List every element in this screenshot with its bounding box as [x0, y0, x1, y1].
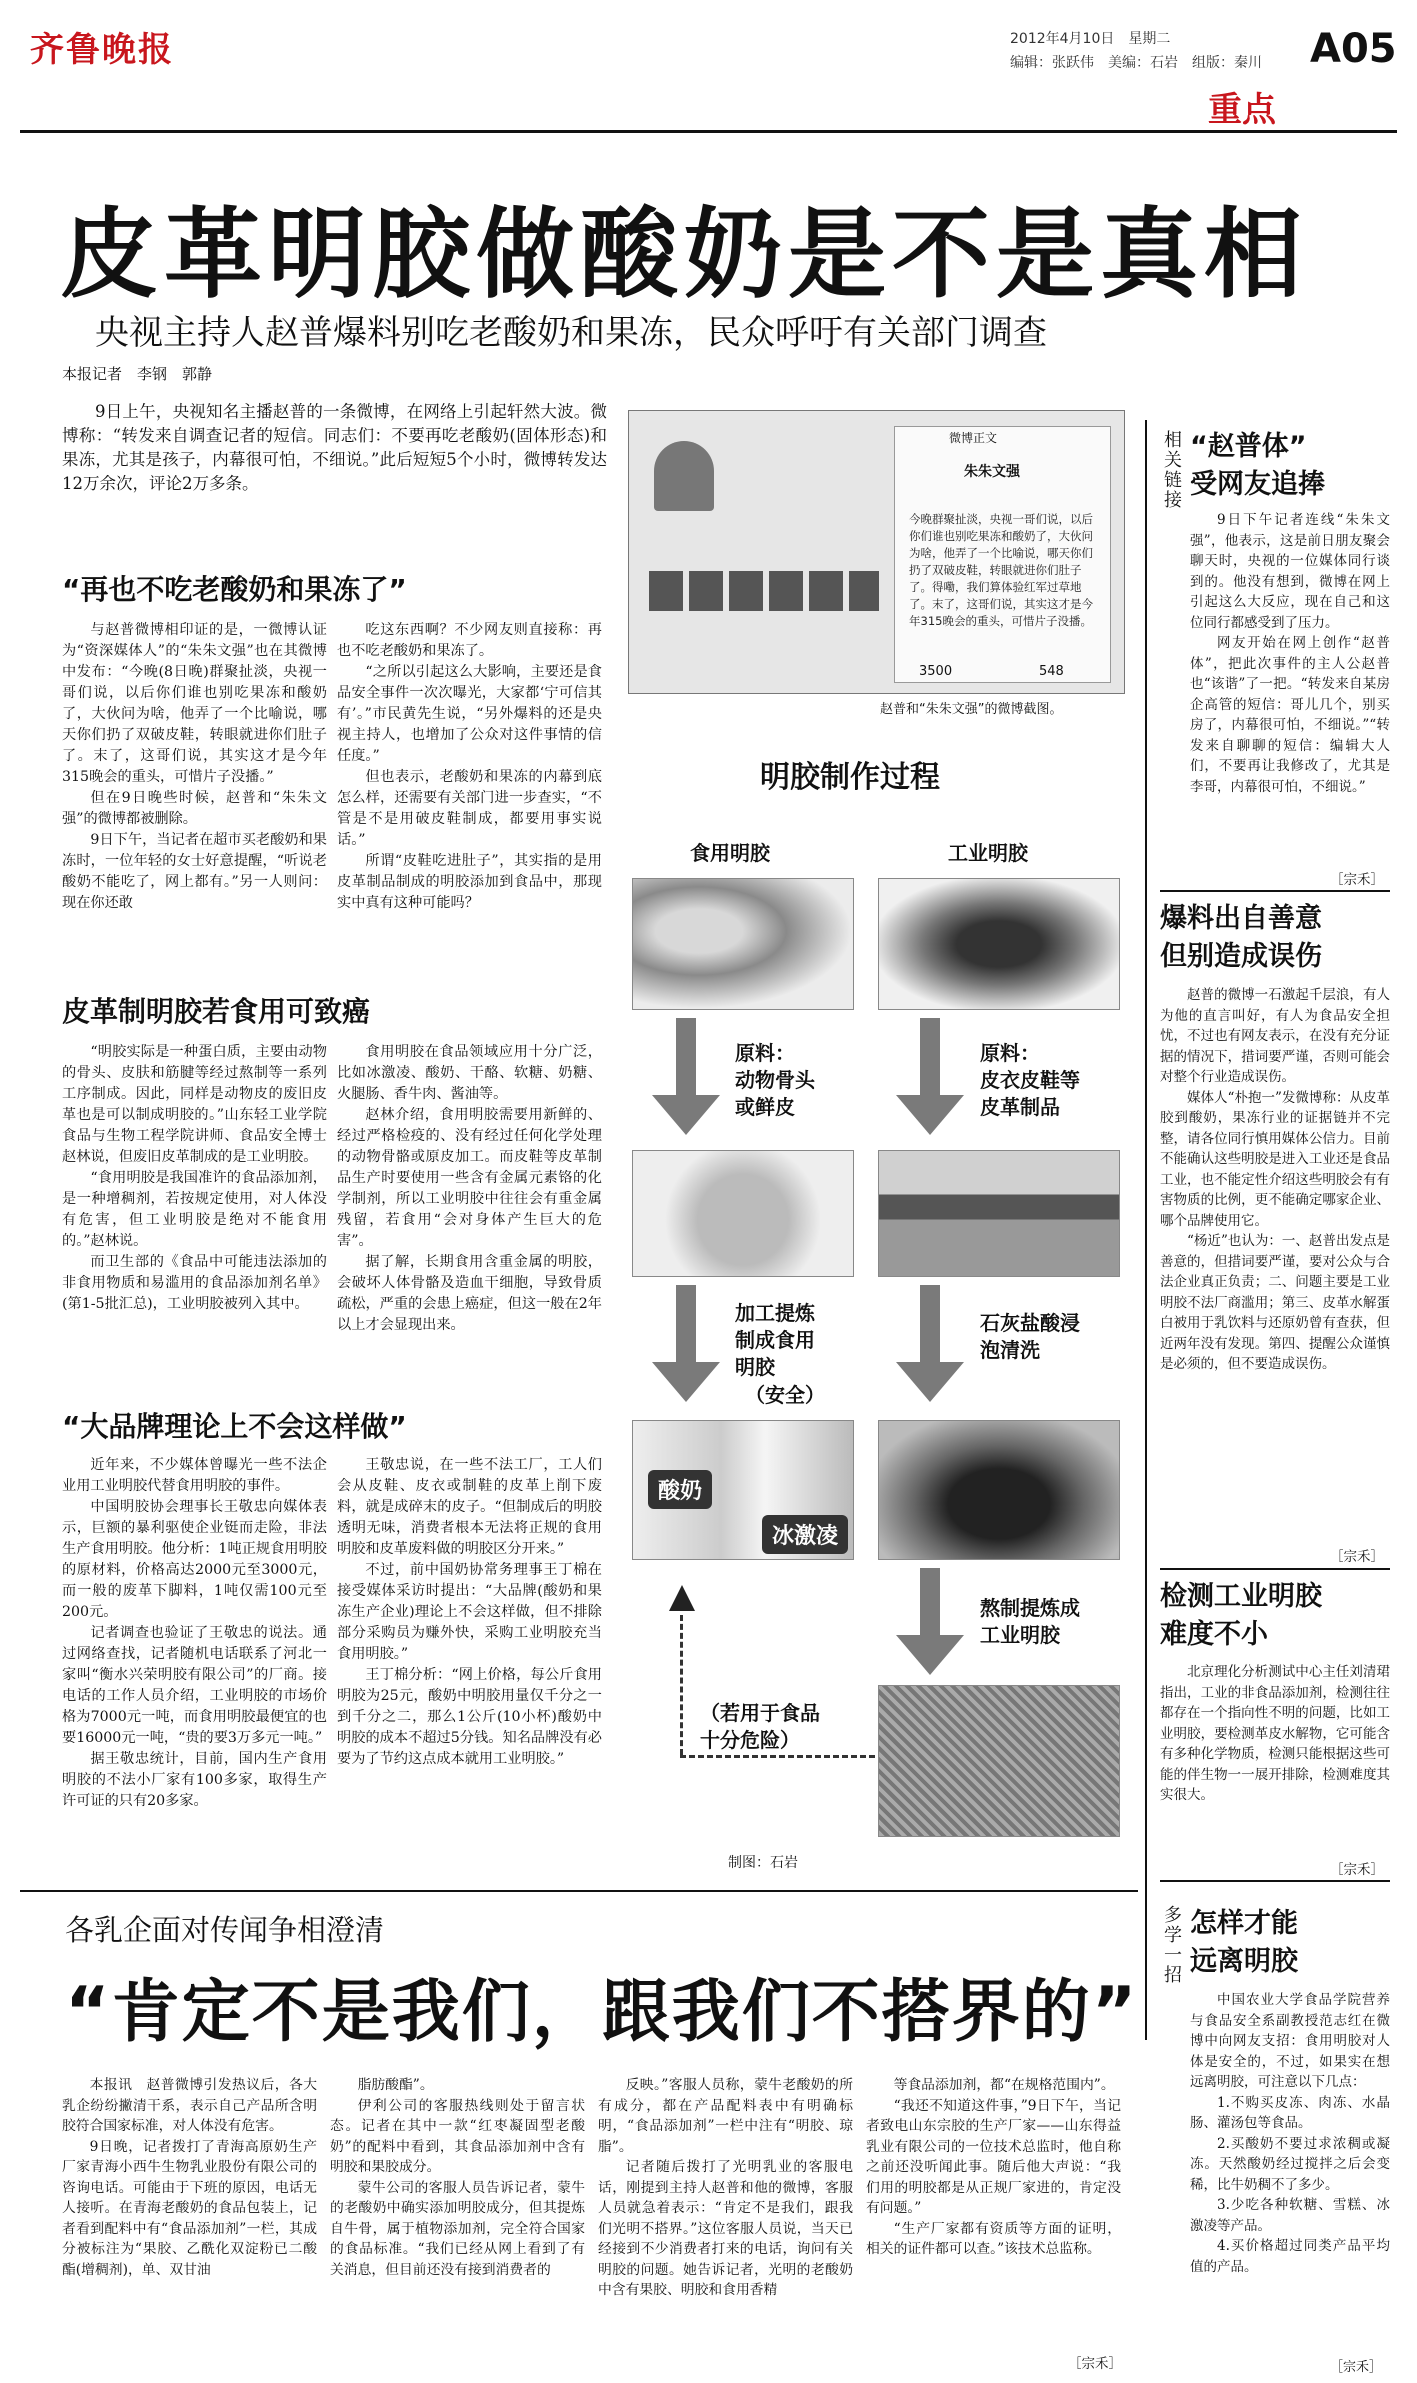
section1-title: “再也不吃老酸奶和果冻了” — [62, 573, 407, 606]
section2-title: 皮革制明胶若食用可致癌 — [62, 995, 371, 1028]
sidebar-body-3: 北京理化分析测试中心主任刘清珺指出，工业的非食品添加剂，检测往往都存在一个指向性不明的问题，比如工业明胶，要检测革皮水解物，它可能含有多种化学物质，检测只能根据这些可能的伴生物一一展开排除，检测难度其实很大。 — [1160, 1664, 1390, 1803]
arrow-industrial-3-head — [896, 1635, 964, 1675]
byline: 本报记者 李钢 郭静 — [62, 365, 213, 383]
page-number: A05 — [1310, 26, 1397, 72]
weibo-post-text: 今晚群聚扯淡，央视一哥们说，以后你们谁也别吃果冻和酸奶了，大伙问为啥，他弄了一个比喻说，哪天你们扔了双破皮鞋，转眼就进你们肚子了。得嘞，我们算体验红军过草地了。末了，这哥们说，其实这才是今年315晚会的重头，可惜片子没播。 — [909, 512, 1093, 628]
photo-caption: 赵普和“朱朱文强”的微博截图。 — [880, 702, 1063, 717]
sidebar-divider — [1145, 420, 1147, 2040]
bottom-signature: ［宗禾］ — [1068, 2356, 1122, 2372]
section3-title: “大品牌理论上不会这样做” — [62, 1410, 407, 1443]
industrial-process-label: 石灰盐酸浸 泡清洗 — [980, 1311, 1080, 1362]
sidebar-head-4: 怎样才能 远离明胶 — [1190, 1908, 1298, 1977]
sidebar-separator-3 — [1160, 1880, 1390, 1882]
bottom-kicker: 各乳企面对传闻争相澄清 — [65, 1913, 385, 1947]
bottom-col1: 本报讯 赵普微博引发热议后，各大乳企纷纷撇清干系，表示自己产品所含明胶符合国家标准，对人体没有危害。 9日晚，记者拨打了青海高原奶生产厂家青海小西牛生物乳业股份有限公司的咨询电话。可能由于下班的原因，电话无人接听。在青海老酸奶的食品包装上，记者看到配料中有“食品添加剂”一栏，其成分被标注为“果胶、乙酰化双淀粉已二酸酯(增稠剂)，单、双甘油 — [62, 2077, 317, 2278]
danger-label: （若用于食品 十分危险） — [700, 1701, 820, 1752]
bottom-col4: 等食品添加剂，都“在规格范围内”。 “我还不知道这件事，”9日下午，当记者致电山东宗胶的生产厂家——山东得益乳业有限公司的一位技术总监时，他自称之前还没听闻此事。随后他大声说：“我们用的明胶都是从正规厂家进的，肯定没有问题。” “生产厂家都有资质等方面的证明，相关的证件都可以查。”该技术总监称。 — [866, 2077, 1121, 2257]
industrial-gelatin-label: 工业明胶 — [948, 841, 1028, 865]
bottom-story-divider — [20, 1890, 1138, 1892]
sidebar-separator-1 — [1160, 890, 1390, 892]
header-divider — [20, 130, 1397, 133]
arrow-industrial-1 — [920, 1018, 940, 1098]
section-label: 重点 — [1208, 90, 1276, 130]
arrow-edible-1 — [676, 1018, 696, 1098]
sidebar-body-1: 9日下午记者连线“朱朱文强”，他表示，这是前日朋友聚会聊天时，央视的一位媒体同行谈到的。他没有想到，微博在网上引起这么大反应，现在自己和这位同行都感受到了压力。 网友开始在网上创作“赵普体”，把此次事件的主人公赵普也“该谐”了一把。“转发来自某房企高管的短信：哥儿几个，别买房了，内幕很可怕，不细说。”“转发来自聊聊的短信：编辑大人们，不要再让我修改了，尤其是李哥，内幕很可怕，不细说。” — [1190, 512, 1390, 795]
bottom-col2: 脂肪酸酯”。 伊利公司的客服热线则处于留言状态。记者在其中一款“红枣凝固型老酸奶”的配料中看到，其食品添加剂中含有明胶和果胶成分。 蒙牛公司的客服人员告诉记者，蒙牛的老酸奶中确实添加明胶成分，但其提炼自牛骨，属于植物添加剂，完全符合国家的食品标准。“我们已经从网上看到了有关消息，但目前还没有接到消费者的 — [330, 2077, 585, 2278]
main-headline: 皮革明胶做酸奶是不是真相 — [60, 198, 1309, 312]
soaking-tank-image — [878, 1150, 1120, 1277]
leather-shoes-image — [878, 878, 1120, 1010]
sidebar-body-4: 中国农业大学食品学院营养与食品安全系副教授范志红在微博中向网友支招：食用明胶对人体是安全的，不过，如果实在想远离明胶，可注意以下几点： 1.不购买皮冻、肉冻、水晶肠、灌汤包等食品。 2.买酸奶不要过求浓稠或凝冻。天然酸奶经过搅拌之后会变稀，比牛奶稠不了多少。 3.少吃各种软糖、雪糕、冰激凌等产品。 4.买价格超过同类产品平均值的产品。 — [1190, 1992, 1390, 2275]
photo-thumbnails — [649, 571, 879, 611]
gelatin-powder-image — [632, 1150, 854, 1277]
sidebar-signature-3: ［宗禾］ — [1330, 1862, 1384, 1878]
arrow-industrial-3 — [920, 1568, 940, 1638]
section2-col1: “明胶实际是一种蛋白质，主要由动物的骨头、皮肤和筋腱等经过熬制等一系列工序制成。因此，同样是动物皮的废旧皮革也是可以制成明胶的。”山东轻工业学院食品与生物工程学院讲师、食品安全博士赵林说，但废旧皮革制成的是工业明胶。 “食用明胶是我国准许的食品添加剂，是一种增稠剂，若按规定使用，对人体没有危害，但工业明胶是绝对不能食用的。”赵林说。 而卫生部的《食品中可能违法添加的非食用物质和易滥用的食品添加剂名单》(第1-5批汇总)，工业明胶被列入其中。 — [62, 1044, 327, 1312]
weibo-repost-count: 3500 — [919, 664, 953, 679]
sidebar-head-2: 爆料出自善意 但别造成误伤 — [1160, 903, 1322, 972]
sidebar-signature-2: ［宗禾］ — [1330, 1549, 1384, 1565]
sidebar-head-1: “赵普体” 受网友追捧 — [1190, 431, 1325, 500]
danger-path-horizontal — [680, 1755, 875, 1762]
arrow-edible-2-head — [652, 1362, 720, 1402]
sidebar-body-2: 赵普的微博一石激起千层浪，有人为他的直言叫好，有人为食品安全担忧，不过也有网友表示，在没有充分证据的情况下，措词要严谨，否则可能会对整个行业造成误伤。 媒体人“朴抱一”发微博称：从皮革胶到酸奶，果冻行业的证据链并不完整，请各位同行慎用媒体公信力。目前不能确认这些明胶是进入工业还是食品工业，也不能定性介绍这些明胶会有有害物质的比例，更不能确定哪家企业、哪个品牌使用它。 “杨近”也认为：一、赵普出发点是善意的，但措词要严谨，要对公众与合法企业真正负责；二、问题主要是工业明胶不法厂商滥用；第三、皮革水解蛋白被用于乳饮料与还原奶曾有查获，但近两年没有发现。第四、提醒公众谨慎是必须的，但不要造成误伤。 — [1160, 987, 1390, 1372]
section3-col1: 近年来，不少媒体曾曝光一些不法企业用工业明胶代替食用明胶的事件。 中国明胶协会理事长王敬忠向媒体表示，巨额的暴利驱使企业铤而走险，非法生产食用明胶。他分析：1吨正规食用明胶的原材料，价格高达2000元至3000元，而一般的废革下脚料，1吨仅需100元至200元。 记者调查也验证了王敬忠的说法。通过网络查找，记者随机电话联系了河北一家叫“衡水兴荣明胶有限公司”的厂商。接电话的工作人员介绍，工业明胶的市场价格为7000元一吨，而食用明胶最便宜的也要16000元一吨，“贵的要3万多元一吨。” 据王敬忠统计，目前，国内生产食用明胶的不法小厂家有100多家，取得生产许可证的只有20多家。 — [62, 1457, 327, 1809]
issue-date: 2012年4月10日 星期二 — [1010, 31, 1171, 47]
edible-process-label: 加工提炼 制成食用 明胶 — [735, 1301, 815, 1379]
arrow-industrial-2-head — [896, 1362, 964, 1402]
sidebar-head-3: 检测工业明胶 难度不小 — [1160, 1581, 1322, 1650]
sub-headline: 央视主持人赵普爆料别吃老酸奶和果冻，民众呼吁有关部门调查 — [95, 313, 1047, 353]
sidebar-separator-2 — [1160, 1568, 1390, 1570]
bottom-col3: 反映。”客服人员称，蒙牛老酸奶的所有成分，都在产品配料表中有明确标明，“食品添加剂”一栏中注有“明胶、琼脂”。 记者随后拨打了光明乳业的客服电话，刚提到主持人赵普和他的微博，客服人员就急着表示：“肯定不是我们，跟我们光明不搭界。”这位客服人员说，当天已经接到不少消费者打来的电话，询问有关明胶的问题。她告诉记者，光明的老酸奶中含有果胶、明胶和食用香精 — [598, 2077, 853, 2298]
industrial-final-label: 熬制提炼成 工业明胶 — [980, 1596, 1080, 1647]
arrow-edible-2 — [676, 1285, 696, 1365]
sidebar-signature-4: ［宗禾］ — [1330, 2360, 1383, 2375]
diagram-credit: 制图：石岩 — [728, 1855, 798, 1871]
safe-label: （安全） — [745, 1383, 825, 1407]
arrow-edible-1-head — [652, 1095, 720, 1135]
section2-col2: 食用明胶在食品领域应用十分广泛，比如冰激凌、酸奶、干酪、软糖、奶糖、火腿肠、香牛肉、酱油等。 赵林介绍，食用明胶需要用新鲜的、经过严格检疫的、没有经过任何化学处理的动物骨骼或原皮加工。而皮鞋等皮革制品生产时要使用一些含有金属元素铬的化学制剂，所以工业明胶中往往会有重金属残留，若食用“会对身体产生巨大的危害”。 据了解，长期食用含重金属的明胶，会破坏人体骨骼及造血干细胞，导致骨质疏松，严重的会患上癌症，但这一般在2年以上才会显现出来。 — [337, 1044, 602, 1333]
weibo-comment-count: 548 — [1039, 664, 1064, 679]
bones-image — [632, 878, 854, 1010]
icecream-badge: 冰激凌 — [762, 1515, 848, 1554]
tips-label: 多学一招 — [1161, 1905, 1182, 1985]
weibo-screenshot-photo — [628, 410, 1125, 694]
danger-arrow-head — [669, 1585, 695, 1611]
arrow-industrial-2 — [920, 1285, 940, 1365]
edible-raw-material: 原料： 动物骨头 或鲜皮 — [735, 1041, 815, 1119]
edible-gelatin-label: 食用明胶 — [690, 841, 770, 865]
arrow-industrial-1-head — [896, 1095, 964, 1135]
weibo-tab-label: 微博正文 — [949, 431, 998, 445]
section3-col2: 王敬忠说，在一些不法工厂，工人们会从皮鞋、皮衣或制鞋的皮革上削下废料，就是成碎末的皮子。“但制成后的明胶透明无味，消费者根本无法将正规的食用明胶和皮革废料做的明胶区分开来。” 不过，前中国奶协常务理事王丁棉在接受媒体采访时提出：“大品牌(酸奶和果冻生产企业)理论上不会这样做，但不排除部分采购员为赚外快，采购工业明胶充当食用明胶。” 王丁棉分析：“网上价格，每公斤食用明胶为25元，酸奶中明胶用量仅千分之一到千分之二，那么1公斤(10小杯)酸奶中明胶的成本不超过5分钱。知名品牌没有必要为了节约这点成本就用工业明胶。” — [337, 1457, 602, 1767]
sidebar-signature-1: ［宗禾］ — [1330, 872, 1384, 888]
industrial-gelatin-image — [878, 1685, 1120, 1837]
section1-col2: 吃这东西啊？不少网友则直接称：再也不吃老酸奶和果冻了。 “之所以引起这么大影响，主要还是食品安全事件一次次曝光，大家都‘宁可信其有’。”市民黄先生说，“另外爆料的还是央视主持人，也增加了公众对这件事情的信任度。” 但也表示，老酸奶和果冻的内幕到底怎么样，还需要有关部门进一步查实，“不管是不是用破皮鞋制成，都要用事实说话。” 所谓“皮鞋吃进肚子”，其实指的是用皮革制品制成的明胶添加到食品中，那现实中真有这种可能吗？ — [337, 622, 602, 911]
portrait-photo — [654, 441, 714, 511]
editor-credits: 编辑：张跃伟 美编：石岩 组版：秦川 — [1010, 55, 1262, 71]
newspaper-logo: 齐鲁晚报 — [30, 30, 174, 70]
weibo-username: 朱朱文强 — [964, 464, 1020, 480]
lead-paragraph: 9日上午，央视知名主播赵普的一条微博，在网络上引起轩然大波。微博称：“转发来自调查记者的短信。同志们：不要再吃老酸奶(固体形态)和果冻，尤其是孩子，内幕很可怕，不细说。”此后短短5个小时，微博转发达12万余次，评论2万多条。 — [62, 402, 607, 493]
industrial-raw-material: 原料： 皮衣皮鞋等 皮革制品 — [980, 1041, 1080, 1119]
diagram-title: 明胶制作过程 — [760, 760, 940, 795]
related-links-label: 相关链接 — [1161, 430, 1182, 510]
bottom-headline: “肯定不是我们，跟我们不搭界的” — [65, 1973, 1139, 2052]
boiling-pot-image — [878, 1420, 1120, 1560]
danger-path-vertical — [680, 1615, 687, 1755]
yogurt-badge: 酸奶 — [648, 1470, 712, 1509]
section1-col1: 与赵普微博相印证的是，一微博认证为“资深媒体人”的“朱朱文强”也在其微博中发布：“今晚(8日晚)群聚扯淡，央视一哥们说，以后你们谁也别吃果冻和酸奶了，大伙问为啥，他弄了一个比喻说，哪天你们扔了双破皮鞋，转眼就进你们肚子了。末了，这哥们说，其实这才是今年315晚会的重头，可惜片子没播。” 但在9日晚些时候，赵普和“朱朱文强”的微博都被删除。 9日下午，当记者在超市买老酸奶和果冻时，一位年轻的女士好意提醒，“听说老酸奶不能吃了，网上都有。”另一人则问：现在你还敢 — [62, 622, 327, 911]
